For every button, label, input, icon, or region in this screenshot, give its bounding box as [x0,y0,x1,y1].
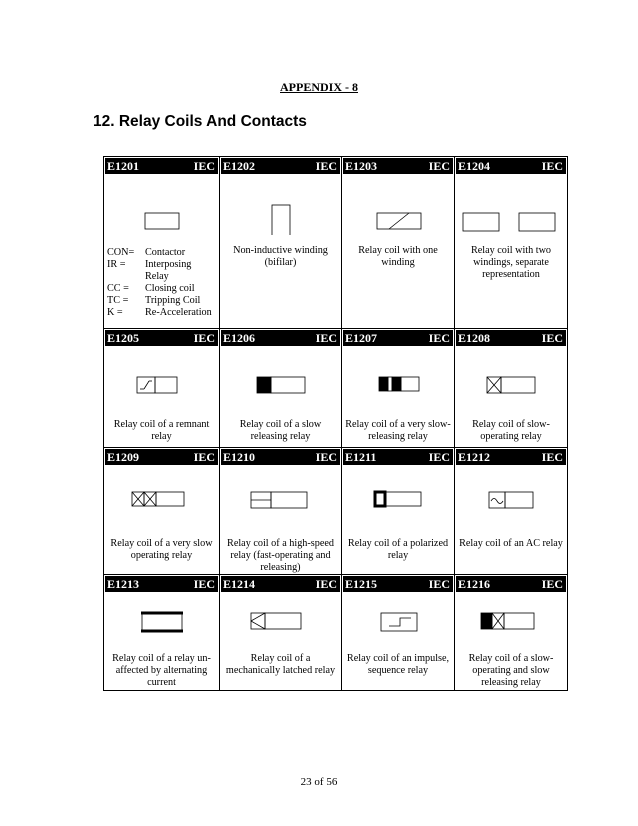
symbol-drawing [220,175,342,240]
coil-symbol [220,175,342,235]
symbol-drawing [220,593,342,658]
symbol-code: E1214 [223,577,256,591]
coil-symbol [220,593,342,653]
symbol-drawing [455,466,567,531]
cell-header [105,449,218,465]
symbol-drawing [455,347,567,412]
standard-label: IEC [541,159,563,173]
symbol-cell-e1202 [220,157,342,329]
abbreviation-legend [107,247,215,319]
symbol-code: E1206 [223,331,256,345]
symbol-description: Relay coil of a mechanically latched relay [225,653,336,676]
page-number: 23 of 56 [300,776,338,788]
symbol-drawing [220,347,342,412]
symbol-cell-e1214 [220,575,342,690]
cell-header [221,576,340,592]
standard-label: IEC [428,450,450,464]
coil-symbol [104,466,220,526]
symbol-cell-e1204 [455,157,567,329]
cell-header [343,576,453,592]
coil-symbol [342,175,455,235]
legend-meaning: Contactor [145,247,186,258]
legend-abbr: K = [107,307,123,318]
coil-symbol [342,593,455,653]
symbol-drawing [104,593,220,658]
standard-label: IEC [428,577,450,591]
symbol-code: E1211 [345,450,377,464]
symbol-cell-e1201 [104,157,220,329]
appendix-heading: APPENDIX - 8 [280,80,358,94]
legend-row [107,247,215,259]
symbol-drawing [342,347,455,412]
coil-symbol [455,466,567,526]
coil-symbol [342,466,455,526]
symbol-description: Non-inductive winding (bifilar) [233,245,328,268]
legend-abbr: CC = [107,283,129,294]
coil-symbol [104,175,220,235]
symbol-description: Relay coil of slow-operating relay [472,419,550,442]
cell-header [221,158,340,174]
symbol-code: E1216 [458,577,491,591]
symbol-description: Relay coil of a very slow operating relay [110,538,213,561]
coil-symbol [220,347,342,407]
legend-row [107,307,215,319]
symbol-cell-e1205 [104,329,220,448]
cell-header [105,158,218,174]
cell-header [456,449,566,465]
cell-header [456,330,566,346]
symbol-cell-e1215 [342,575,455,690]
standard-label: IEC [428,159,450,173]
symbol-code: E1201 [107,159,140,173]
cell-header [221,449,340,465]
symbol-drawing [342,175,455,240]
legend-row [107,259,215,283]
symbol-cell-e1210 [220,448,342,575]
legend-meaning: Interposing Relay [145,259,192,282]
symbol-drawing [342,593,455,658]
cell-header [221,330,340,346]
coil-symbol [455,593,567,653]
symbol-cell-e1206 [220,329,342,448]
standard-label: IEC [315,577,337,591]
legend-abbr: IR = [107,259,126,270]
standard-label: IEC [193,331,215,345]
symbol-code: E1210 [223,450,256,464]
symbol-description: Relay coil of a relay un-affected by alternating current [112,653,211,688]
symbol-drawing [455,593,567,658]
symbol-code: E1212 [458,450,491,464]
cell-header [456,576,566,592]
legend-abbr: CON= [107,247,135,258]
symbol-description: Relay coil with one winding [358,245,438,268]
standard-label: IEC [193,159,215,173]
symbol-code: E1204 [458,159,491,173]
legend-meaning: Re-Acceleration [145,307,212,318]
symbol-code: E1213 [107,577,140,591]
standard-label: IEC [315,159,337,173]
relay-symbol-table [103,156,568,691]
section-title: 12. Relay Coils And Contacts [93,113,307,130]
symbol-code: E1203 [345,159,378,173]
coil-symbol [104,347,220,407]
symbol-cell-e1212 [455,448,567,575]
symbol-drawing [104,175,220,240]
cell-header [105,576,218,592]
symbol-code: E1207 [345,331,378,345]
symbol-description: Relay coil of an AC relay [459,538,563,549]
symbol-description: Relay coil of a high-speed relay (fast-operating and releasing) [227,538,334,573]
symbol-drawing [104,347,220,412]
standard-label: IEC [315,450,337,464]
symbol-description: Relay coil of a slow-operating and slow releasing relay [468,653,554,688]
standard-label: IEC [541,450,563,464]
coil-symbol [104,593,220,653]
symbol-description: Relay coil of a very slow-releasing relay [345,419,451,442]
symbol-cell-e1211 [342,448,455,575]
symbol-cell-e1209 [104,448,220,575]
coil-symbol [455,175,567,235]
symbol-code: E1215 [345,577,378,591]
symbol-cell-e1207 [342,329,455,448]
symbol-description: Relay coil of a remnant relay [113,419,210,442]
coil-symbol [455,347,567,407]
coil-symbol [342,347,455,407]
symbol-drawing [342,466,455,531]
symbol-cell-e1216 [455,575,567,690]
standard-label: IEC [193,450,215,464]
standard-label: IEC [541,577,563,591]
legend-row [107,295,215,307]
legend-meaning: Tripping Coil [145,295,201,306]
symbol-description: Relay coil of a slow releasing relay [239,419,322,442]
standard-label: IEC [193,577,215,591]
symbol-cell-e1208 [455,329,567,448]
symbol-code: E1202 [223,159,256,173]
symbol-cell-e1203 [342,157,455,329]
cell-header [343,449,453,465]
symbol-drawing [455,175,567,240]
symbol-code: E1205 [107,331,140,345]
symbol-drawing [220,466,342,531]
symbol-drawing [104,466,220,531]
coil-symbol [220,466,342,526]
cell-header [456,158,566,174]
legend-row [107,283,215,295]
cell-header [105,330,218,346]
standard-label: IEC [428,331,450,345]
symbol-cell-e1213 [104,575,220,690]
symbol-description: Relay coil of a polarized relay [347,538,449,561]
legend-meaning: Closing coil [145,283,195,294]
symbol-description: Relay coil with two windings, separate representation [470,245,552,280]
cell-header [343,330,453,346]
symbol-description: Relay coil of an impulse, sequence relay [346,653,450,676]
cell-header [343,158,453,174]
symbol-code: E1209 [107,450,140,464]
standard-label: IEC [541,331,563,345]
symbol-code: E1208 [458,331,491,345]
legend-abbr: TC = [107,295,129,306]
standard-label: IEC [315,331,337,345]
